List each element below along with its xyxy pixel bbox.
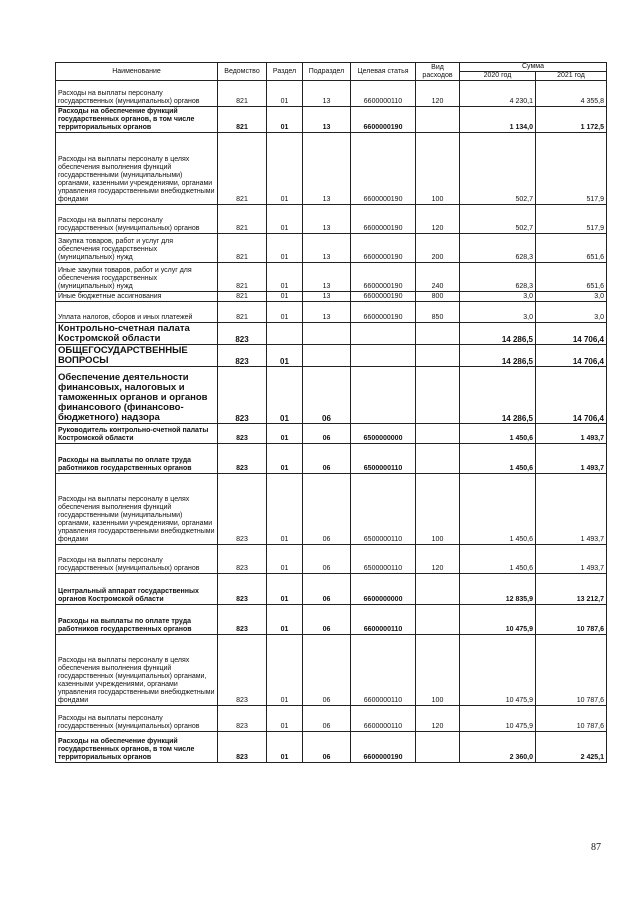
- row-expense-type: [416, 107, 460, 133]
- row-sum-2021: 3,0: [536, 292, 607, 302]
- row-name: Расходы на выплаты персоналу государственных (муниципальных) органов: [56, 205, 218, 234]
- row-sum-2020: 1 450,6: [460, 474, 536, 545]
- table-row: [56, 263, 607, 292]
- row-name: Контрольно-счетная палата Костромской области: [56, 323, 218, 345]
- row-target-article: 6600000190: [351, 292, 416, 302]
- row-razdel: 01: [267, 302, 303, 323]
- row-razdel: 01: [267, 732, 303, 763]
- row-podrazdel: 13: [303, 302, 351, 323]
- header-name: Наименование: [56, 63, 218, 81]
- row-vedomstvo: 821: [218, 107, 267, 133]
- row-sum-2021: 651,6: [536, 263, 607, 292]
- row-podrazdel: 13: [303, 107, 351, 133]
- row-expense-type: 200: [416, 234, 460, 263]
- row-expense-type: [416, 732, 460, 763]
- row-sum-2020: 3,0: [460, 302, 536, 323]
- row-expense-type: [416, 574, 460, 605]
- row-name: Иные закупки товаров, работ и услуг для обеспечения государственных (муниципальных) нужд: [56, 263, 218, 292]
- row-sum-2021: 14 706,4: [536, 345, 607, 367]
- row-vedomstvo: 821: [218, 133, 267, 205]
- row-vedomstvo: 823: [218, 574, 267, 605]
- row-target-article: 6600000000: [351, 574, 416, 605]
- row-podrazdel: 06: [303, 574, 351, 605]
- row-target-article: 6600000190: [351, 107, 416, 133]
- row-vedomstvo: 823: [218, 367, 267, 424]
- row-target-article: 6600000110: [351, 605, 416, 635]
- row-vedomstvo: 823: [218, 345, 267, 367]
- row-target-article: 6600000190: [351, 133, 416, 205]
- row-razdel: 01: [267, 107, 303, 133]
- row-podrazdel: 06: [303, 424, 351, 444]
- budget-table: [55, 62, 607, 763]
- row-target-article: 6600000190: [351, 234, 416, 263]
- row-sum-2020: 14 286,5: [460, 323, 536, 345]
- header-podrazdel: Подраздел: [303, 63, 351, 81]
- header-sum: Сумма: [460, 63, 607, 72]
- row-vedomstvo: 823: [218, 323, 267, 345]
- row-expense-type: 120: [416, 205, 460, 234]
- row-target-article: 6600000190: [351, 302, 416, 323]
- row-podrazdel: 13: [303, 81, 351, 107]
- page-number: 87: [591, 842, 601, 853]
- header-year-2021: 2021 год: [536, 72, 607, 81]
- row-podrazdel: 06: [303, 474, 351, 545]
- row-vedomstvo: 823: [218, 545, 267, 574]
- row-name: Расходы на выплаты по оплате труда работников государственных органов: [56, 444, 218, 474]
- row-expense-type: 120: [416, 81, 460, 107]
- row-podrazdel: 06: [303, 367, 351, 424]
- row-sum-2020: 10 475,9: [460, 605, 536, 635]
- row-razdel: 01: [267, 635, 303, 706]
- row-sum-2021: 10 787,6: [536, 605, 607, 635]
- table-row: [56, 444, 607, 474]
- row-vedomstvo: 823: [218, 424, 267, 444]
- row-sum-2020: 1 450,6: [460, 444, 536, 474]
- row-sum-2021: 10 787,6: [536, 635, 607, 706]
- row-expense-type: [416, 323, 460, 345]
- row-sum-2021: 1 493,7: [536, 444, 607, 474]
- table-row: [56, 474, 607, 545]
- table-row: [56, 605, 607, 635]
- row-expense-type: 850: [416, 302, 460, 323]
- row-sum-2021: 13 212,7: [536, 574, 607, 605]
- row-expense-type: [416, 345, 460, 367]
- row-sum-2020: 1 450,6: [460, 424, 536, 444]
- table-row: [56, 292, 607, 302]
- row-name: Расходы на выплаты персоналу в целях обеспечения выполнения функций государственными (муниципальными) органами, казенными учреждениями, органами управления государственными внебюджетными фондами: [56, 474, 218, 545]
- table-row: [56, 107, 607, 133]
- row-podrazdel: [303, 323, 351, 345]
- row-name: Расходы на обеспечение функций государственных органов, в том числе территориальных органов: [56, 107, 218, 133]
- row-name: Расходы на выплаты персоналу государственных (муниципальных) органов: [56, 706, 218, 732]
- row-target-article: 6600000110: [351, 81, 416, 107]
- row-expense-type: [416, 367, 460, 424]
- row-name: Руководитель контрольно-счетной палаты Костромской области: [56, 424, 218, 444]
- row-sum-2021: 1 493,7: [536, 474, 607, 545]
- row-podrazdel: 06: [303, 732, 351, 763]
- row-vedomstvo: 823: [218, 732, 267, 763]
- row-sum-2021: 2 425,1: [536, 732, 607, 763]
- row-expense-type: 100: [416, 635, 460, 706]
- row-target-article: [351, 323, 416, 345]
- row-razdel: 01: [267, 263, 303, 292]
- row-razdel: 01: [267, 574, 303, 605]
- row-name: Расходы на выплаты персоналу государственных (муниципальных) органов: [56, 81, 218, 107]
- row-razdel: 01: [267, 444, 303, 474]
- table-header: [56, 63, 607, 81]
- row-razdel: 01: [267, 367, 303, 424]
- header-expense-type: Вид расходов: [416, 63, 460, 81]
- table-row: [56, 367, 607, 424]
- row-razdel: 01: [267, 81, 303, 107]
- row-target-article: 6500000110: [351, 474, 416, 545]
- row-sum-2020: 502,7: [460, 133, 536, 205]
- table-row: [56, 574, 607, 605]
- row-vedomstvo: 821: [218, 263, 267, 292]
- row-name: Расходы на выплаты по оплате труда работников государственных органов: [56, 605, 218, 635]
- row-razdel: 01: [267, 424, 303, 444]
- row-sum-2020: 1 450,6: [460, 545, 536, 574]
- row-sum-2021: 3,0: [536, 302, 607, 323]
- header-target-article: Целевая статья: [351, 63, 416, 81]
- row-sum-2021: 651,6: [536, 234, 607, 263]
- row-podrazdel: 06: [303, 605, 351, 635]
- row-sum-2021: 10 787,6: [536, 706, 607, 732]
- row-expense-type: 100: [416, 474, 460, 545]
- row-vedomstvo: 823: [218, 605, 267, 635]
- table-row: [56, 345, 607, 367]
- table-row: [56, 81, 607, 107]
- table-row: [56, 635, 607, 706]
- row-razdel: 01: [267, 205, 303, 234]
- row-target-article: 6600000190: [351, 263, 416, 292]
- row-razdel: 01: [267, 133, 303, 205]
- row-sum-2020: 1 134,0: [460, 107, 536, 133]
- row-sum-2021: 517,9: [536, 205, 607, 234]
- row-vedomstvo: 823: [218, 474, 267, 545]
- table-row: [56, 424, 607, 444]
- row-expense-type: 120: [416, 706, 460, 732]
- row-name: Расходы на выплаты персоналу в целях обеспечения выполнения функций государственных (муниципальных) органами, казенными учреждениями, органами управления государственными внебюджетными фондами: [56, 635, 218, 706]
- row-expense-type: 100: [416, 133, 460, 205]
- row-sum-2020: 628,3: [460, 263, 536, 292]
- table-row: [56, 205, 607, 234]
- row-sum-2020: 14 286,5: [460, 367, 536, 424]
- row-sum-2021: 4 355,8: [536, 81, 607, 107]
- row-sum-2021: 1 172,5: [536, 107, 607, 133]
- row-target-article: 6600000110: [351, 706, 416, 732]
- row-podrazdel: 13: [303, 133, 351, 205]
- row-name: Расходы на выплаты персоналу в целях обеспечения выполнения функций государственными (муниципальными) органами, казенными учреждениями, органами управления государственными внебюджетными фондами: [56, 133, 218, 205]
- row-podrazdel: 13: [303, 263, 351, 292]
- row-podrazdel: 06: [303, 545, 351, 574]
- row-vedomstvo: 823: [218, 635, 267, 706]
- table-row: [56, 302, 607, 323]
- row-expense-type: 800: [416, 292, 460, 302]
- row-name: Иные бюджетные ассигнования: [56, 292, 218, 302]
- row-sum-2020: 3,0: [460, 292, 536, 302]
- row-sum-2020: 12 835,9: [460, 574, 536, 605]
- row-razdel: 01: [267, 234, 303, 263]
- row-razdel: 01: [267, 605, 303, 635]
- row-sum-2021: 14 706,4: [536, 367, 607, 424]
- budget-sheet: [55, 62, 606, 763]
- row-vedomstvo: 821: [218, 81, 267, 107]
- row-vedomstvo: 821: [218, 292, 267, 302]
- row-sum-2020: 14 286,5: [460, 345, 536, 367]
- row-sum-2020: 502,7: [460, 205, 536, 234]
- row-razdel: 01: [267, 292, 303, 302]
- row-podrazdel: 13: [303, 292, 351, 302]
- row-sum-2021: 517,9: [536, 133, 607, 205]
- row-podrazdel: [303, 345, 351, 367]
- row-target-article: [351, 367, 416, 424]
- row-sum-2021: 1 493,7: [536, 545, 607, 574]
- row-name: Обеспечение деятельности финансовых, налоговых и таможенных органов и органов финансового (финансово-бюджетного) надзора: [56, 367, 218, 424]
- row-expense-type: [416, 424, 460, 444]
- table-body: [56, 81, 607, 763]
- row-expense-type: [416, 444, 460, 474]
- row-target-article: 6500000000: [351, 424, 416, 444]
- row-podrazdel: 13: [303, 205, 351, 234]
- row-name: Уплата налогов, сборов и иных платежей: [56, 302, 218, 323]
- header-razdel: Раздел: [267, 63, 303, 81]
- row-name: Расходы на выплаты персоналу государственных (муниципальных) органов: [56, 545, 218, 574]
- table-row: [56, 545, 607, 574]
- table-row: [56, 706, 607, 732]
- row-expense-type: [416, 605, 460, 635]
- row-vedomstvo: 821: [218, 302, 267, 323]
- row-sum-2021: 1 493,7: [536, 424, 607, 444]
- row-expense-type: 240: [416, 263, 460, 292]
- row-podrazdel: 13: [303, 234, 351, 263]
- row-sum-2020: 4 230,1: [460, 81, 536, 107]
- row-sum-2020: 2 360,0: [460, 732, 536, 763]
- row-vedomstvo: 821: [218, 205, 267, 234]
- row-target-article: 6500000110: [351, 444, 416, 474]
- table-row: [56, 133, 607, 205]
- row-sum-2020: 628,3: [460, 234, 536, 263]
- row-sum-2021: 14 706,4: [536, 323, 607, 345]
- row-sum-2020: 10 475,9: [460, 706, 536, 732]
- row-razdel: 01: [267, 345, 303, 367]
- row-podrazdel: 06: [303, 706, 351, 732]
- row-razdel: 01: [267, 474, 303, 545]
- row-name: Центральный аппарат государственных органов Костромской области: [56, 574, 218, 605]
- row-name: ОБЩЕГОСУДАРСТВЕННЫЕ ВОПРОСЫ: [56, 345, 218, 367]
- row-name: Расходы на обеспечение функций государственных органов, в том числе территориальных органов: [56, 732, 218, 763]
- row-target-article: 6600000110: [351, 635, 416, 706]
- row-razdel: [267, 323, 303, 345]
- row-vedomstvo: 823: [218, 444, 267, 474]
- row-target-article: 6600000190: [351, 732, 416, 763]
- row-vedomstvo: 823: [218, 706, 267, 732]
- row-target-article: 6500000110: [351, 545, 416, 574]
- row-sum-2020: 10 475,9: [460, 635, 536, 706]
- row-vedomstvo: 821: [218, 234, 267, 263]
- header-year-2020: 2020 год: [460, 72, 536, 81]
- row-podrazdel: 06: [303, 635, 351, 706]
- header-vedomstvo: Ведомство: [218, 63, 267, 81]
- table-row: [56, 323, 607, 345]
- table-row: [56, 732, 607, 763]
- row-target-article: [351, 345, 416, 367]
- row-razdel: 01: [267, 706, 303, 732]
- row-razdel: 01: [267, 545, 303, 574]
- row-name: Закупка товаров, работ и услуг для обеспечения государственных (муниципальных) нужд: [56, 234, 218, 263]
- row-target-article: 6600000190: [351, 205, 416, 234]
- table-row: [56, 234, 607, 263]
- row-expense-type: 120: [416, 545, 460, 574]
- row-podrazdel: 06: [303, 444, 351, 474]
